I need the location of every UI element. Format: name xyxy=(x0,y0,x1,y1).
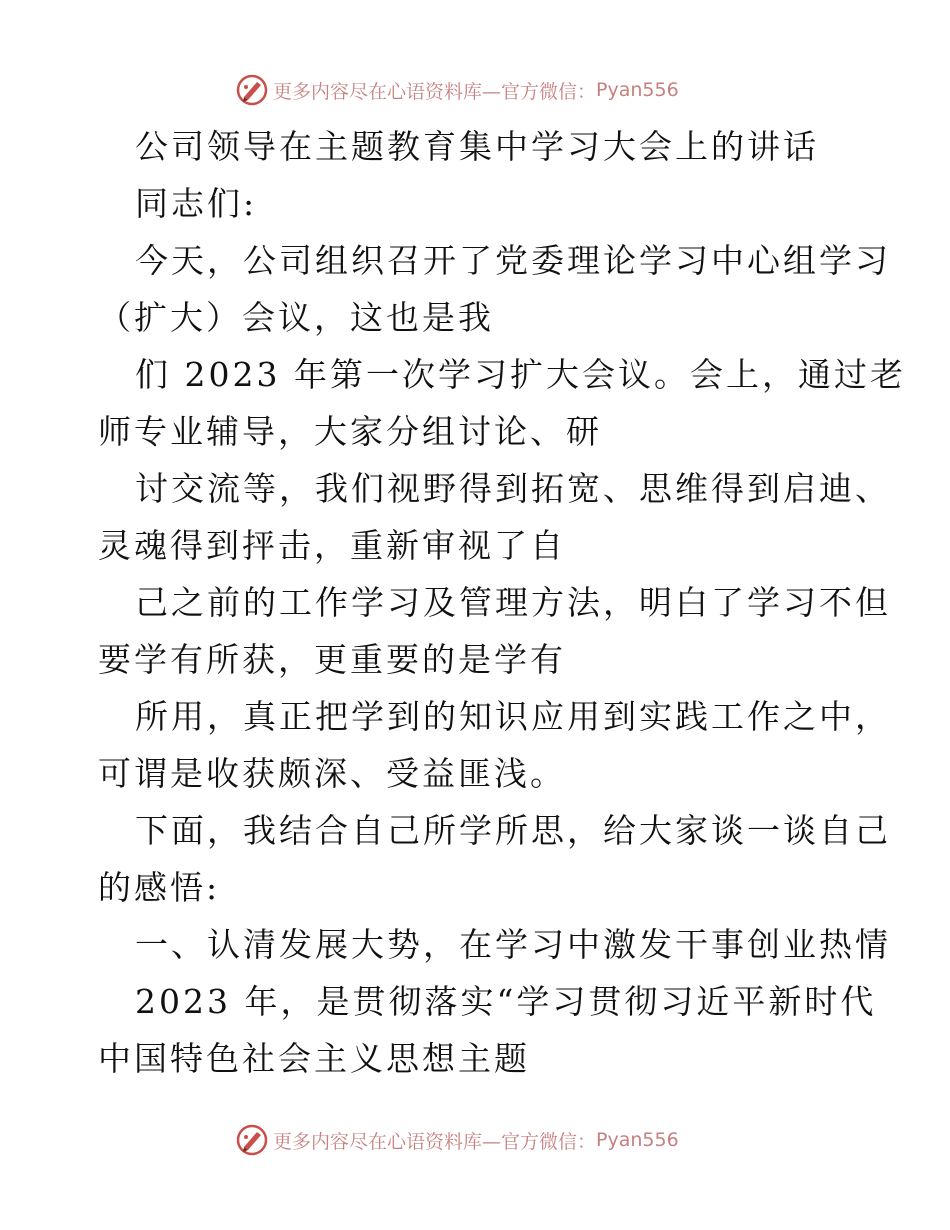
paragraph-line: 灵魂得到抨击，重新审视了自 xyxy=(98,526,566,565)
paragraph-line: 师专业辅导，大家分组讨论、研 xyxy=(98,412,602,451)
paragraph-line: 的感悟: xyxy=(98,868,221,907)
paragraph-line: 己之前的工作学习及管理方法，明白了学习不但 xyxy=(135,583,891,622)
paragraph-line: 下面，我结合自己所学所思，给大家谈一谈自己 xyxy=(135,811,891,850)
paragraph-line: 中国特色社会主义思想主题 xyxy=(98,1039,530,1078)
pen-logo-icon xyxy=(235,1123,269,1157)
document-title: 公司领导在主题教育集中学习大会上的讲话 xyxy=(135,127,819,166)
paragraph-line: 们 2023 年第一次学习扩大会议。会上，通过老 xyxy=(135,355,906,394)
pen-logo-icon xyxy=(235,73,269,107)
paragraph-line: 今天，公司组织召开了党委理论学习中心组学习 xyxy=(135,241,891,280)
watermark-wechat-id: Pyan556 xyxy=(596,1129,679,1151)
paragraph-line: （扩大）会议，这也是我 xyxy=(98,298,494,337)
section-heading: 一、认清发展大势，在学习中激发干事创业热情 xyxy=(135,925,891,964)
paragraph-line: 2023 年，是贯彻落实“学习贯彻习近平新时代 xyxy=(135,982,877,1021)
paragraph-line: 所用，真正把学到的知识应用到实践工作之中， xyxy=(135,697,891,736)
paragraph-line: 要学有所获，更重要的是学有 xyxy=(98,640,566,679)
salutation: 同志们: xyxy=(135,184,258,223)
paragraph-line: 可谓是收获颇深、受益匪浅。 xyxy=(98,754,566,793)
watermark-text: 更多内容尽在心语资料库—官方微信： xyxy=(273,1130,597,1153)
header-watermark xyxy=(235,70,755,110)
document-body xyxy=(98,120,906,1078)
footer-watermark xyxy=(235,1120,755,1160)
watermark-wechat-id: Pyan556 xyxy=(596,79,679,101)
watermark-text: 更多内容尽在心语资料库—官方微信： xyxy=(273,80,597,103)
paragraph-line: 讨交流等，我们视野得到拓宽、思维得到启迪、 xyxy=(135,469,891,508)
